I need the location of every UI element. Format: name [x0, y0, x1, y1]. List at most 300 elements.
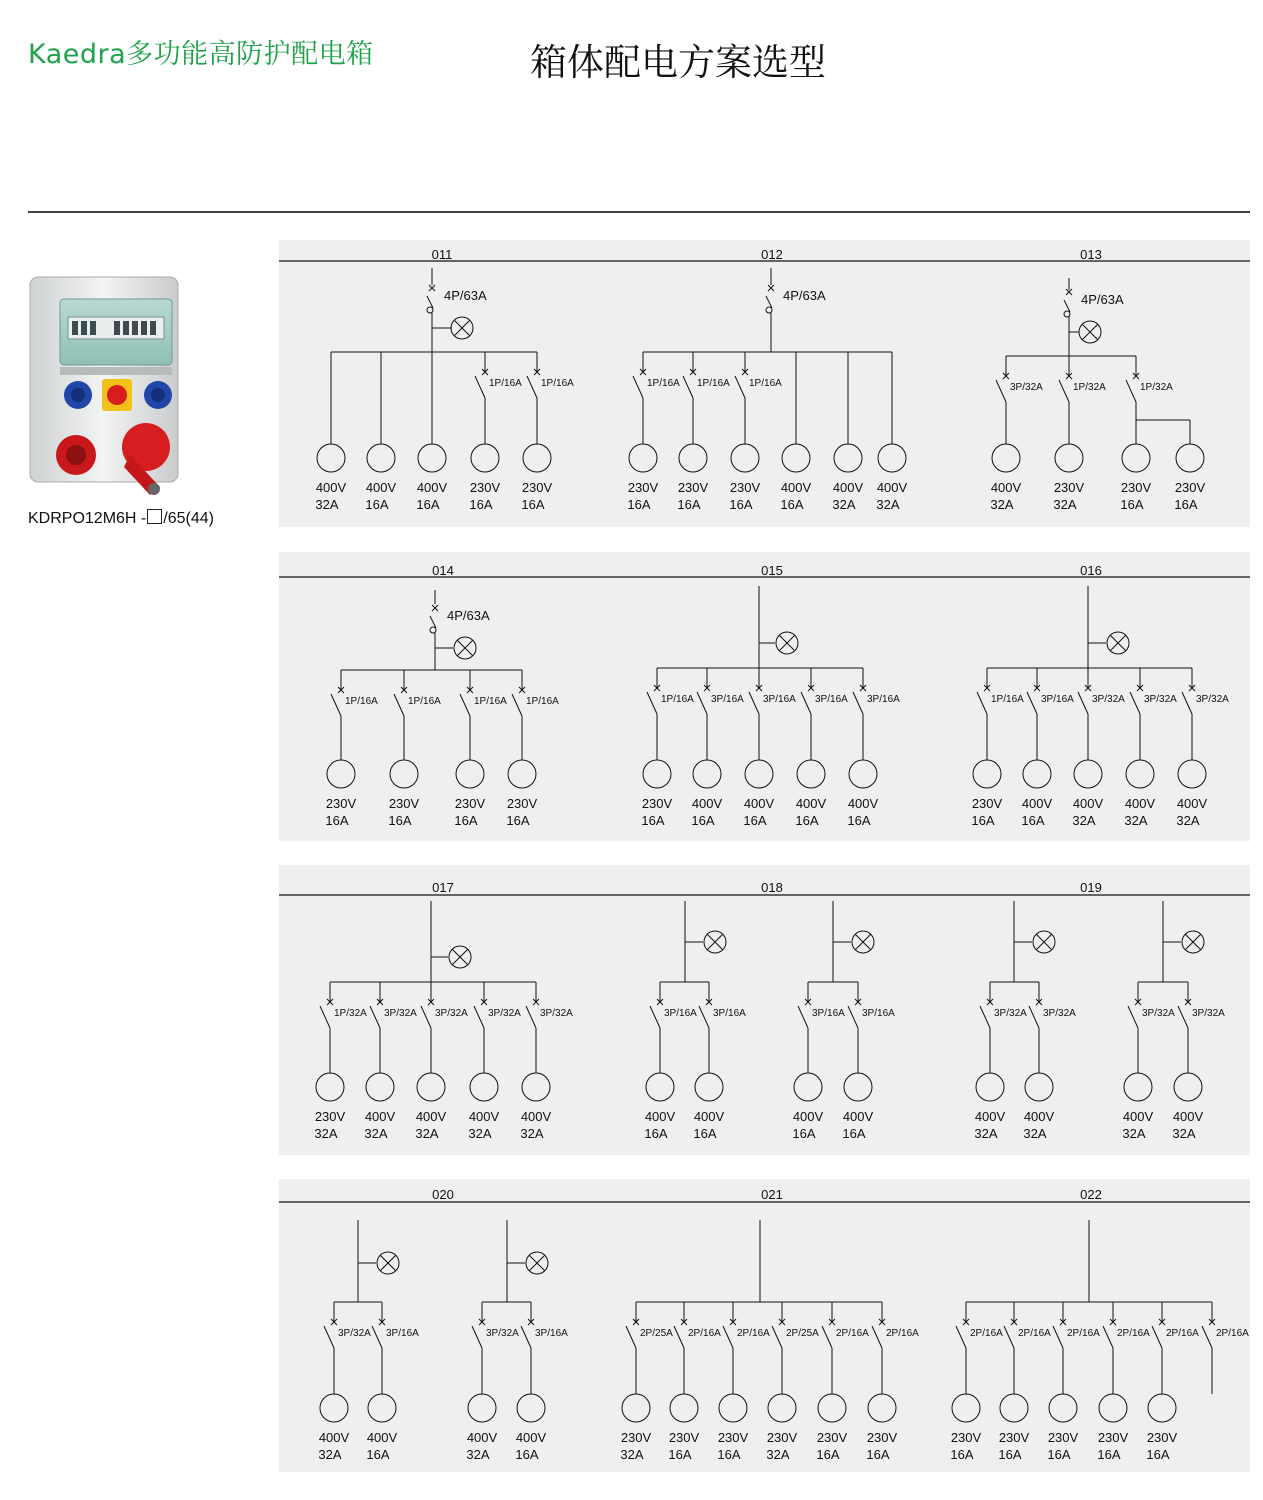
breaker-label: 3P/32A: [1142, 1008, 1175, 1019]
indicator-lamp-icon: [1182, 931, 1204, 953]
socket-icon: [366, 1073, 394, 1101]
outlet-current: 16A: [1021, 813, 1045, 828]
breaker-label: 2P/25A: [640, 1328, 673, 1339]
breaker-label: 3P/16A: [815, 694, 848, 705]
breaker-label: 1P/16A: [991, 694, 1024, 705]
socket-icon: [417, 1073, 445, 1101]
outlet-voltage: 400V: [318, 1430, 350, 1445]
breaker-label: 2P/16A: [836, 1328, 869, 1339]
breaker-icon: [1053, 1319, 1066, 1348]
breaker-label: 3P/32A: [1196, 694, 1229, 705]
breaker-icon: [526, 999, 539, 1028]
page-title: 箱体配电方案选型: [530, 41, 826, 84]
breaker-label: 3P/32A: [1043, 1008, 1076, 1019]
outlet-current: 16A: [1097, 1447, 1121, 1462]
breaker-label: 3P/16A: [386, 1328, 419, 1339]
outlet-voltage: 230V: [620, 1430, 652, 1445]
breaker-icon: [1004, 1319, 1017, 1348]
outlet-current: 16A: [693, 1126, 717, 1141]
outlet-voltage: 230V: [1146, 1430, 1178, 1445]
outlet-current: 16A: [1146, 1447, 1170, 1462]
outlet-voltage: 400V: [468, 1109, 500, 1124]
socket-icon: [878, 444, 906, 472]
scheme-021: [620, 1187, 919, 1462]
outlet-current: 16A: [866, 1447, 890, 1462]
breaker-label: 2P/16A: [886, 1328, 919, 1339]
socket-icon: [1025, 1073, 1053, 1101]
breaker-icon: [650, 999, 663, 1028]
outlet-voltage: 230V: [971, 796, 1003, 811]
outlet-current: 16A: [1047, 1447, 1071, 1462]
breaker-contact: [421, 1006, 431, 1028]
breaker-icon: [980, 999, 993, 1028]
breaker-icon: [1078, 685, 1091, 714]
outlet-voltage: 230V: [729, 480, 761, 495]
outlet-voltage: 400V: [876, 480, 908, 495]
outlet-current: 32A: [314, 1126, 338, 1141]
outlet-voltage: 230V: [1097, 1430, 1129, 1445]
breaker-contact: [324, 1326, 334, 1348]
outlet-voltage: 400V: [780, 480, 812, 495]
breaker-icon: [798, 999, 811, 1028]
breaker-label: 2P/16A: [688, 1328, 721, 1339]
breaker-contact: [1078, 692, 1088, 714]
breaker-icon: [474, 999, 487, 1028]
breaker-contact: [980, 1006, 990, 1028]
socket-icon: [794, 1073, 822, 1101]
outlet-current: 16A: [469, 497, 493, 512]
breaker-label: 1P/16A: [697, 378, 730, 389]
breaker-label: 1P/16A: [749, 378, 782, 389]
outlet-current: 32A: [990, 497, 1014, 512]
outlet-current: 16A: [644, 1126, 668, 1141]
breaker-icon: [822, 1319, 835, 1348]
breaker-icon: [1103, 1319, 1116, 1348]
outlet-current: 16A: [998, 1447, 1022, 1462]
breaker-icon: [421, 999, 434, 1028]
breaker-contact: [1182, 692, 1192, 714]
breaker-icon: [647, 685, 660, 714]
breaker-label: 2P/16A: [737, 1328, 770, 1339]
outlet-current: 16A: [677, 497, 701, 512]
outlet-current: 32A: [832, 497, 856, 512]
outlet-voltage: 230V: [866, 1430, 898, 1445]
breaker-icon: [683, 369, 696, 398]
socket-icon: [468, 1394, 496, 1422]
switch-blade: [430, 616, 436, 628]
main-switch-icon: [1064, 289, 1072, 317]
breaker-icon: [475, 369, 488, 398]
outlet-voltage: 230V: [627, 480, 659, 495]
outlet-current: 16A: [521, 497, 545, 512]
socket-icon: [390, 760, 418, 788]
socket-icon: [952, 1394, 980, 1422]
main-switch-label: 4P/63A: [447, 608, 490, 623]
breaker-icon: [512, 687, 525, 716]
breaker-label: 2P/16A: [1117, 1328, 1150, 1339]
breaker-contact: [475, 376, 485, 398]
scheme-number: 019: [1080, 880, 1102, 895]
outlet-current: 16A: [717, 1447, 741, 1462]
outlet-voltage: 230V: [641, 796, 673, 811]
outlet-current: 16A: [842, 1126, 866, 1141]
breaker-label: 1P/32A: [1140, 382, 1173, 393]
outlet-current: 32A: [466, 1447, 490, 1462]
socket-icon: [1023, 760, 1051, 788]
socket-icon: [517, 1394, 545, 1422]
outlet-voltage: 400V: [315, 480, 347, 495]
scheme-number: 022: [1080, 1187, 1102, 1202]
breaker-icon: [1202, 1319, 1215, 1348]
outlet-voltage: 400V: [644, 1109, 676, 1124]
socket-icon: [629, 444, 657, 472]
outlet-voltage: 400V: [832, 480, 864, 495]
outlet-voltage: 400V: [415, 1109, 447, 1124]
breaker-icon: [324, 1319, 337, 1348]
breaker-label: 2P/16A: [1216, 1328, 1249, 1339]
breaker-label: 3P/32A: [1010, 382, 1043, 393]
breaker-label: 3P/16A: [812, 1008, 845, 1019]
scheme-011: [315, 247, 574, 512]
outlet-voltage: 400V: [365, 480, 397, 495]
outlet-voltage: 400V: [1124, 796, 1156, 811]
outlet-current: 32A: [974, 1126, 998, 1141]
breaker-icon: [674, 1319, 687, 1348]
breaker-icon: [872, 1319, 885, 1348]
outlet-voltage: 230V: [521, 480, 553, 495]
scheme-diagram: [279, 240, 1250, 527]
breaker-label: 3P/16A: [1041, 694, 1074, 705]
outlet-current: 16A: [729, 497, 753, 512]
indicator-lamp-icon: [451, 317, 473, 339]
scheme-number: 011: [431, 247, 453, 262]
scheme-012: [627, 247, 907, 512]
breaker-label: 1P/32A: [1073, 382, 1106, 393]
breaker-label: 2P/25A: [786, 1328, 819, 1339]
outlet-current: 32A: [1122, 1126, 1146, 1141]
breaker-label: 1P/32A: [334, 1008, 367, 1019]
outlet-voltage: 230V: [469, 480, 501, 495]
breaker-label: 2P/16A: [1166, 1328, 1199, 1339]
breaker-label: 3P/32A: [435, 1008, 468, 1019]
breaker-contact: [749, 692, 759, 714]
breaker-label: 3P/32A: [338, 1328, 371, 1339]
breaker-contact: [1029, 1006, 1039, 1028]
outlet-voltage: 400V: [847, 796, 879, 811]
model-number: [28, 509, 214, 528]
breaker-contact: [633, 376, 643, 398]
model-placeholder-box: [147, 509, 162, 524]
breaker-icon: [699, 999, 712, 1028]
outlet-current: 32A: [876, 497, 900, 512]
outlet-voltage: 230V: [816, 1430, 848, 1445]
outlet-current: 16A: [847, 813, 871, 828]
breaker-contact: [1130, 692, 1140, 714]
scheme-panel-020-022: [279, 1179, 1250, 1472]
model-prefix: KDRPO12M6H -: [28, 510, 147, 527]
breaker-label: 3P/32A: [384, 1008, 417, 1019]
breaker-contact: [1027, 692, 1037, 714]
outlet-current: 16A: [1120, 497, 1144, 512]
socket-icon: [470, 1073, 498, 1101]
breaker-icon: [394, 687, 407, 716]
socket-icon: [456, 760, 484, 788]
socket-icon: [1148, 1394, 1176, 1422]
outlet-voltage: 400V: [1021, 796, 1053, 811]
indicator-lamp-icon: [1033, 931, 1055, 953]
scheme-number: 012: [761, 247, 783, 262]
breaker-contact: [512, 694, 522, 716]
outlet-current: 32A: [766, 1447, 790, 1462]
outlet-current: 16A: [366, 1447, 390, 1462]
breaker-icon: [472, 1319, 485, 1348]
outlet-voltage: 230V: [388, 796, 420, 811]
outlet-current: 32A: [468, 1126, 492, 1141]
main-switch-icon: [766, 285, 774, 313]
scheme-number: 017: [432, 880, 454, 895]
outlet-voltage: 230V: [717, 1430, 749, 1445]
socket-icon: [818, 1394, 846, 1422]
breaker-icon: [977, 685, 990, 714]
outlet-voltage: 400V: [466, 1430, 498, 1445]
breaker-contact: [521, 1326, 531, 1348]
breaker-icon: [1059, 373, 1072, 402]
breaker-contact: [1202, 1326, 1212, 1348]
breaker-contact: [1059, 380, 1069, 402]
breaker-contact: [626, 1326, 636, 1348]
breaker-icon: [723, 1319, 736, 1348]
outlet-current: 16A: [515, 1447, 539, 1462]
outlet-current: 32A: [315, 497, 339, 512]
outlet-current: 16A: [1174, 497, 1198, 512]
breaker-label: 3P/32A: [1144, 694, 1177, 705]
indicator-lamp-icon: [454, 637, 476, 659]
socket-icon: [522, 1073, 550, 1101]
scheme-diagram: [279, 552, 1250, 841]
breaker-icon: [1126, 373, 1139, 402]
outlet-voltage: 400V: [795, 796, 827, 811]
breaker-icon: [1029, 999, 1042, 1028]
breaker-contact: [1128, 1006, 1138, 1028]
breaker-contact: [527, 376, 537, 398]
breaker-contact: [1178, 1006, 1188, 1028]
socket-icon: [316, 1073, 344, 1101]
socket-icon: [679, 444, 707, 472]
breaker-contact: [872, 1326, 882, 1348]
socket-icon: [844, 1073, 872, 1101]
socket-icon: [320, 1394, 348, 1422]
scheme-number: 021: [761, 1187, 783, 1202]
outlet-current: 16A: [325, 813, 349, 828]
breaker-icon: [460, 687, 473, 716]
socket-icon: [782, 444, 810, 472]
socket-icon: [745, 760, 773, 788]
breaker-contact: [331, 694, 341, 716]
socket-icon: [643, 760, 671, 788]
breaker-icon: [1027, 685, 1040, 714]
outlet-current: 16A: [780, 497, 804, 512]
socket-icon: [646, 1073, 674, 1101]
outlet-voltage: 230V: [1047, 1430, 1079, 1445]
outlet-voltage: 230V: [1120, 480, 1152, 495]
breaker-icon: [1152, 1319, 1165, 1348]
outlet-current: 16A: [971, 813, 995, 828]
outlet-current: 16A: [816, 1447, 840, 1462]
breaker-contact: [848, 1006, 858, 1028]
main-switch-icon: [427, 285, 435, 313]
breaker-icon: [633, 369, 646, 398]
breaker-label: 3P/32A: [994, 1008, 1027, 1019]
socket-icon: [523, 444, 551, 472]
breaker-label: 2P/16A: [970, 1328, 1003, 1339]
breaker-contact: [472, 1326, 482, 1348]
socket-icon: [622, 1394, 650, 1422]
outlet-current: 32A: [318, 1447, 342, 1462]
breaker-label: 3P/32A: [540, 1008, 573, 1019]
scheme-panel-011-013: [279, 240, 1250, 527]
breaker-contact: [674, 1326, 684, 1348]
main-switch-icon: [430, 605, 438, 633]
socket-icon: [368, 1394, 396, 1422]
breaker-contact: [699, 1006, 709, 1028]
outlet-current: 16A: [365, 497, 389, 512]
socket-icon: [797, 760, 825, 788]
outlet-current: 32A: [520, 1126, 544, 1141]
outlet-current: 32A: [1124, 813, 1148, 828]
main-switch-label: 4P/63A: [444, 288, 487, 303]
breaker-contact: [798, 1006, 808, 1028]
breaker-icon: [1130, 685, 1143, 714]
socket-icon: [327, 760, 355, 788]
scheme-020: [318, 1187, 568, 1462]
breaker-contact: [370, 1006, 380, 1028]
breaker-label: 2P/16A: [1018, 1328, 1051, 1339]
outlet-current: 16A: [743, 813, 767, 828]
outlet-voltage: 230V: [998, 1430, 1030, 1445]
scheme-022: [950, 1187, 1249, 1462]
breaker-label: 3P/16A: [862, 1008, 895, 1019]
socket-icon: [1000, 1394, 1028, 1422]
breaker-label: 3P/32A: [1092, 694, 1125, 705]
socket-icon: [471, 444, 499, 472]
outlet-current: 16A: [691, 813, 715, 828]
outlet-current: 16A: [454, 813, 478, 828]
outlet-voltage: 400V: [1122, 1109, 1154, 1124]
breaker-contact: [1004, 1326, 1014, 1348]
outlet-voltage: 400V: [743, 796, 775, 811]
breaker-icon: [320, 999, 333, 1028]
outlet-current: 16A: [506, 813, 530, 828]
socket-icon: [317, 444, 345, 472]
outlet-voltage: 230V: [454, 796, 486, 811]
breaker-label: 1P/16A: [526, 696, 559, 707]
socket-icon: [1099, 1394, 1127, 1422]
breaker-label: 3P/16A: [711, 694, 744, 705]
scheme-diagram: [279, 1179, 1250, 1472]
outlet-current: 32A: [415, 1126, 439, 1141]
indicator-lamp-icon: [776, 632, 798, 654]
breaker-label: 1P/16A: [345, 696, 378, 707]
socket-icon: [973, 760, 1001, 788]
scheme-panel-014-016: [279, 552, 1250, 841]
breaker-icon: [372, 1319, 385, 1348]
breaker-contact: [801, 692, 811, 714]
switch-blade: [427, 296, 433, 308]
scheme-017: [314, 880, 573, 1141]
switch-blade: [1064, 300, 1070, 312]
outlet-voltage: 230V: [506, 796, 538, 811]
breaker-contact: [647, 692, 657, 714]
breaker-contact: [1053, 1326, 1063, 1348]
outlet-voltage: 400V: [515, 1430, 547, 1445]
outlet-voltage: 400V: [693, 1109, 725, 1124]
scheme-number: 015: [761, 563, 783, 578]
socket-icon: [418, 444, 446, 472]
main-switch-label: 4P/63A: [1081, 292, 1124, 307]
breaker-label: 1P/16A: [408, 696, 441, 707]
breaker-icon: [331, 687, 344, 716]
socket-icon: [868, 1394, 896, 1422]
breaker-label: 3P/32A: [1192, 1008, 1225, 1019]
breaker-contact: [996, 380, 1006, 402]
socket-icon: [849, 760, 877, 788]
breaker-icon: [626, 1319, 639, 1348]
outlet-voltage: 400V: [364, 1109, 396, 1124]
socket-icon: [976, 1073, 1004, 1101]
outlet-voltage: 400V: [366, 1430, 398, 1445]
outlet-voltage: 400V: [416, 480, 448, 495]
breaker-label: 1P/16A: [647, 378, 680, 389]
breaker-icon: [1182, 685, 1195, 714]
outlet-current: 16A: [795, 813, 819, 828]
breaker-icon: [853, 685, 866, 714]
main-switch-label: 4P/63A: [783, 288, 826, 303]
scheme-019: [974, 880, 1225, 1141]
breaker-contact: [1126, 380, 1136, 402]
outlet-voltage: 400V: [1172, 1109, 1204, 1124]
breaker-icon: [1128, 999, 1141, 1028]
breaker-label: 1P/16A: [541, 378, 574, 389]
socket-icon: [1124, 1073, 1152, 1101]
breaker-icon: [749, 685, 762, 714]
breaker-contact: [735, 376, 745, 398]
indicator-lamp-icon: [852, 931, 874, 953]
distribution-box-photo: [28, 275, 183, 500]
socket-icon: [1174, 1073, 1202, 1101]
indicator-lamp-icon: [449, 946, 471, 968]
outlet-current: 32A: [1072, 813, 1096, 828]
outlet-voltage: 230V: [314, 1109, 346, 1124]
socket-icon: [367, 444, 395, 472]
breaker-contact: [394, 694, 404, 716]
scheme-number: 013: [1080, 247, 1102, 262]
indicator-lamp-icon: [1107, 632, 1129, 654]
breaker-label: 2P/16A: [1067, 1328, 1100, 1339]
outlet-voltage: 230V: [325, 796, 357, 811]
outlet-current: 16A: [792, 1126, 816, 1141]
breaker-contact: [956, 1326, 966, 1348]
outlet-voltage: 400V: [520, 1109, 552, 1124]
outlet-voltage: 400V: [792, 1109, 824, 1124]
breaker-icon: [772, 1319, 785, 1348]
breaker-icon: [527, 369, 540, 398]
scheme-015: [641, 563, 900, 828]
breaker-contact: [1152, 1326, 1162, 1348]
socket-icon: [992, 444, 1020, 472]
breaker-contact: [372, 1326, 382, 1348]
socket-icon: [834, 444, 862, 472]
breaker-icon: [848, 999, 861, 1028]
